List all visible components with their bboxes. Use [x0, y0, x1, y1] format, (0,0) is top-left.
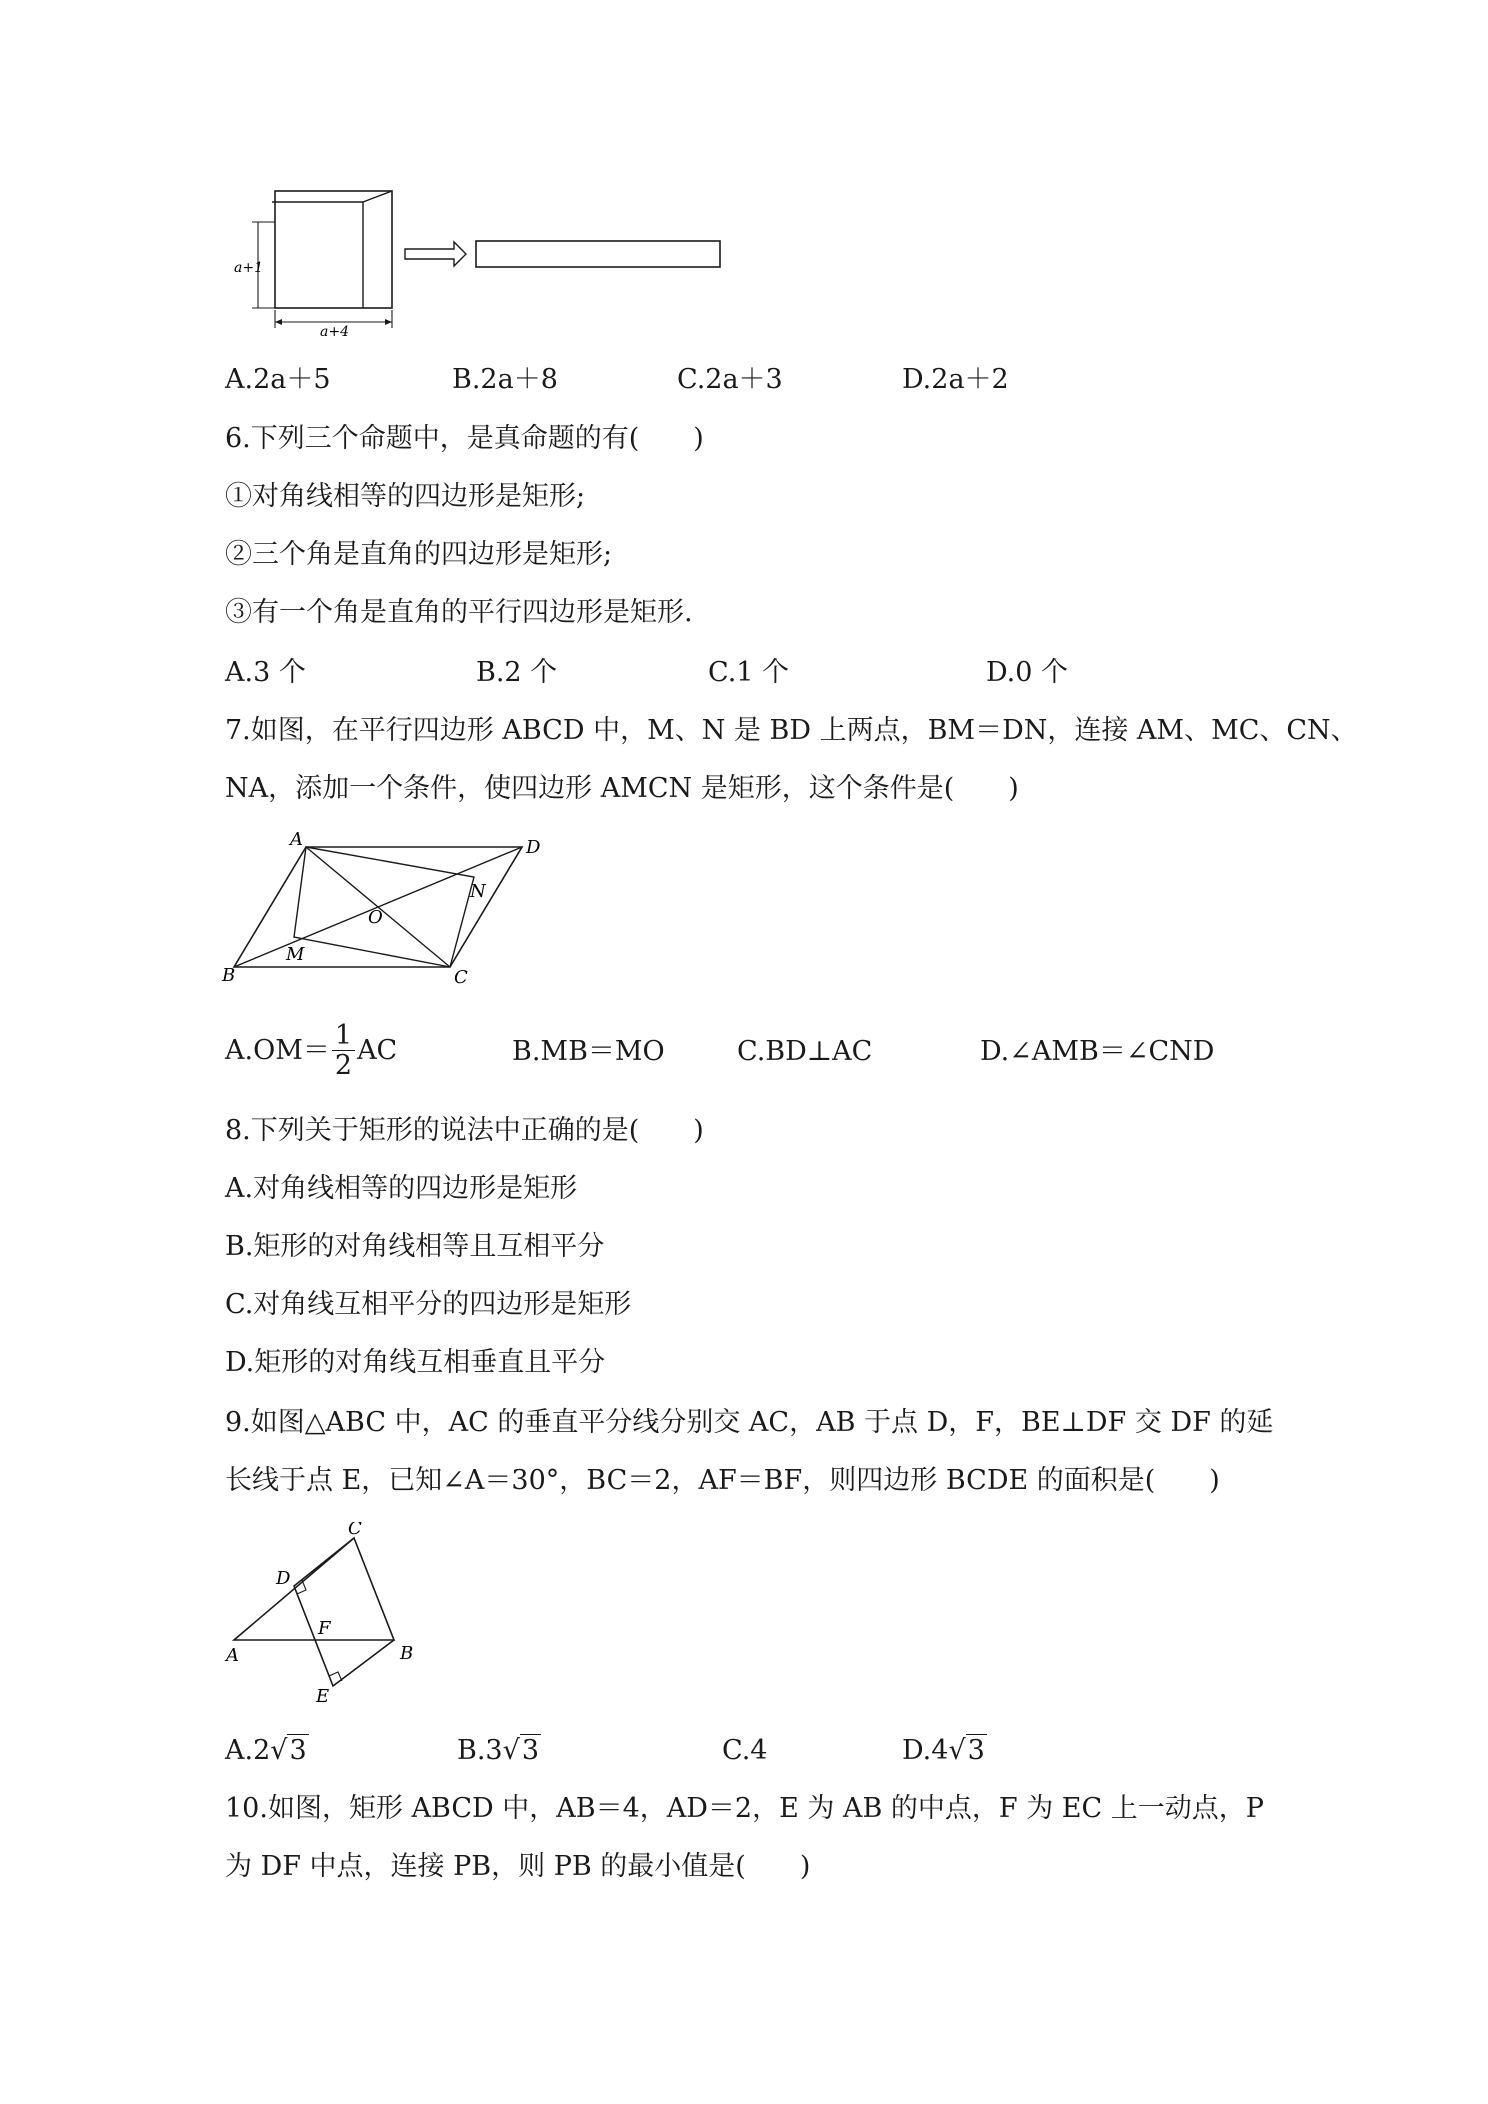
q7-stem-line-2: NA，添加一个条件，使四边形 AMCN 是矩形，这个条件是( )	[225, 773, 1019, 804]
long-rectangle	[476, 241, 720, 267]
q5-option-a[interactable]: A.2a＋5	[225, 364, 331, 395]
q5-figure	[220, 180, 740, 340]
label-n: N	[470, 881, 486, 902]
q8-option-c[interactable]: C.对角线互相平分的四边形是矩形	[225, 1289, 632, 1320]
q6-option-b[interactable]: B.2 个	[476, 657, 558, 688]
sqrt-icon: √3	[502, 1735, 540, 1766]
quadrilateral-amcn	[294, 847, 474, 967]
label-d: D	[526, 837, 541, 858]
q5-option-d[interactable]: D.2a＋2	[902, 364, 1009, 395]
q9-option-b[interactable]: B.3√3	[457, 1733, 541, 1769]
label-a: A	[226, 1645, 239, 1666]
q6-option-d[interactable]: D.0 个	[986, 657, 1069, 688]
q5-option-c[interactable]: C.2a＋3	[677, 364, 783, 395]
q7-figure	[220, 825, 580, 985]
q10-stem-line-2: 为 DF 中点，连接 PB，则 PB 的最小值是( )	[225, 1851, 811, 1882]
label-a-plus-1: a+1	[234, 260, 263, 276]
q6-item-1: ①对角线相等的四边形是矩形;	[225, 481, 586, 512]
q6-item-3: ③有一个角是直角的平行四边形是矩形.	[225, 597, 693, 628]
sqrt-icon: √3	[270, 1735, 307, 1766]
q7-option-a-suffix: AC	[357, 1035, 398, 1066]
q8-option-b[interactable]: B.矩形的对角线相等且互相平分	[225, 1231, 605, 1262]
sqrt-icon: √3	[948, 1735, 985, 1766]
quadrilateral-bcde	[294, 1538, 394, 1686]
q9-stem-line-1: 9.如图△ABC 中，AC 的垂直平分线分别交 AC，AB 于点 D，F，BE⊥DF 交 DF 的延	[225, 1407, 1274, 1438]
q7-option-a-prefix: A.OM＝	[225, 1035, 330, 1066]
label-o: O	[368, 907, 383, 928]
q9-stem-line-2: 长线于点 E，已知∠A＝30°，BC＝2，AF＝BF，则四边形 BCDE 的面积是( )	[225, 1465, 1220, 1496]
q5-option-b[interactable]: B.2a＋8	[452, 364, 558, 395]
q7-parallelogram-svg	[220, 825, 580, 985]
triangle-abc	[234, 1538, 394, 1640]
q9-option-c[interactable]: C.4	[722, 1735, 768, 1766]
label-c: C	[348, 1522, 362, 1539]
q7-option-b[interactable]: B.MB＝MO	[512, 1036, 665, 1067]
q8-option-d[interactable]: D.矩形的对角线互相垂直且平分	[225, 1347, 606, 1378]
q5-figure-svg	[220, 180, 740, 340]
q9-option-a[interactable]: A.2√3	[225, 1733, 309, 1769]
q6-item-2: ②三个角是直角的四边形是矩形;	[225, 539, 613, 570]
q6-option-c[interactable]: C.1 个	[708, 657, 790, 688]
label-m: M	[286, 944, 305, 965]
q9-figure	[220, 1522, 480, 1717]
label-a-plus-4: a+4	[320, 324, 349, 340]
q9-triangle-svg	[220, 1522, 480, 1717]
label-c: C	[454, 967, 468, 985]
q7-stem-line-1: 7.如图，在平行四边形 ABCD 中，M、N 是 BD 上两点，BM＝DN，连接 AM、MC、CN、	[225, 715, 1358, 746]
corner-diagonal	[363, 191, 392, 202]
label-f: F	[318, 1618, 331, 1639]
label-b: B	[222, 965, 236, 985]
q6-stem: 6.下列三个命题中，是真命题的有( )	[225, 423, 704, 454]
label-e: E	[316, 1686, 330, 1707]
q7-option-a[interactable]	[225, 1022, 397, 1081]
q7-option-d[interactable]: D.∠AMB＝∠CND	[980, 1036, 1215, 1067]
fraction-one-half: $\frac{1}{2}$	[332, 1022, 355, 1081]
outer-square	[275, 191, 392, 308]
q8-stem: 8.下列关于矩形的说法中正确的是( )	[225, 1115, 704, 1146]
label-d: D	[276, 1568, 291, 1589]
q6-option-a[interactable]: A.3 个	[225, 657, 306, 688]
arrow-icon	[405, 242, 466, 266]
q8-option-a[interactable]: A.对角线相等的四边形是矩形	[225, 1173, 578, 1204]
q7-option-c[interactable]: C.BD⊥AC	[737, 1036, 873, 1067]
label-b: B	[400, 1643, 414, 1664]
q9-option-d[interactable]: D.4√3	[902, 1733, 987, 1769]
label-a: A	[290, 829, 303, 850]
q10-stem-line-1: 10.如图，矩形 ABCD 中，AB＝4，AD＝2，E 为 AB 的中点，F 为 EC 上一动点，P	[225, 1793, 1264, 1824]
